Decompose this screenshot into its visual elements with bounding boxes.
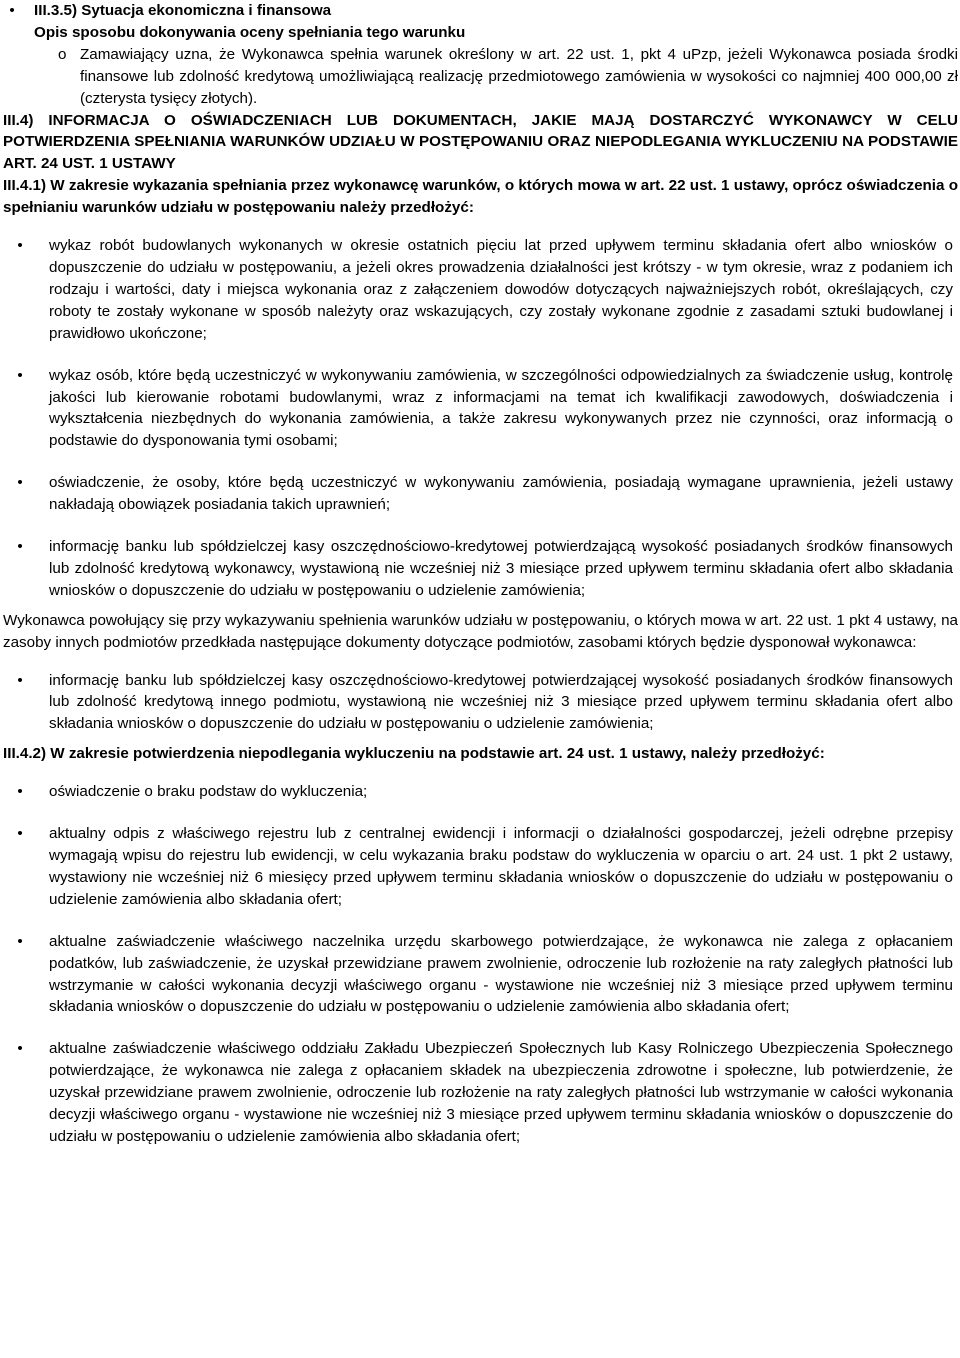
section-iii-4-2-heading: III.4.2) W zakresie potwierdzenia niepodlegania wykluczeniu na podstawie art. 24 ust. 1 ustawy, należy przedłożyć: xyxy=(3,745,825,763)
section-subheading: Opis sposobu dokonywania oceny spełniania tego warunku xyxy=(34,23,466,41)
list-item-text: wykaz osób, które będą uczestniczyć w wykonywaniu zamówienia, w szczególności odpowiedzialnych za świadczenie usług, kontrolę jakości lub kierowanie robotami budowlanymi, wraz z informacjami na temat ich kwalifikacji zawodowych, doświadczenia i wykształcenia niezbędnych do wykonania zamówienia, a także zakresu wykonywanych przez nie czynności, oraz informacją o podstawie do dysponowania tymi osobami; xyxy=(49,366,953,450)
circle-bullet-icon: o xyxy=(58,45,67,63)
list-item-text: aktualne zaświadczenie właściwego naczelnika urzędu skarbowego potwierdzające, że wykonawca nie zalega z opłacaniem podatków, lub zaświadczenie, że uzyskał przewidziane prawem zwolnienie, odroczenie lub rozłożenie na raty zaległych płatności lub wstrzymanie w całości wykonania decyzji właściwego organu - wystawione nie wcześniej niż 3 miesiące przed upływem terminu składania wniosków o dopuszczenie do udziału w postępowaniu o udzielenie zamówienia albo składania ofert; xyxy=(49,932,953,1016)
bullet-icon: • xyxy=(17,366,23,384)
list-item-text: informację banku lub spółdzielczej kasy oszczędnościowo-kredytowej potwierdzającej wysokość posiadanych środków finansowych lub zdolność kredytową innego podmiotu, wystawioną nie wcześniej niż 3 miesiące przed upływem terminu składania ofert albo składania wniosków o dopuszczenie do udziału w postępowaniu o udzielenie zamówienia; xyxy=(49,671,953,733)
list-item xyxy=(3,670,958,736)
documents-list xyxy=(3,235,958,602)
bullet-icon: • xyxy=(17,783,23,801)
other-entities-documents-list xyxy=(3,670,958,736)
section-iii-4-heading: III.4) INFORMACJA O OŚWIADCZENIACH LUB DOKUMENTACH, JAKIE MAJĄ DOSTARCZYĆ WYKONAWCY W CELU POTWIERDZENIA SPEŁNIANIA WARUNKÓW UDZIAŁU W POSTĘPOWANIU ORAZ NIEPODLEGANIA WYKLUCZENIU NA PODSTAWIE ART. 24 UST. 1 USTAWY xyxy=(3,111,958,173)
condition-description: Zamawiający uzna, że Wykonawca spełnia warunek określony w art. 22 ust. 1, pkt 4 uPzp, jeżeli Wykonawca posiada środki finansowe lub zdolność kredytową umożliwiającą realizację przedmiotowego zamówienia w wysokości co najmniej 400 000,00 zł (czterysta tysięcy złotych). xyxy=(80,45,958,107)
bullet-icon: • xyxy=(17,474,23,492)
bullet-icon: • xyxy=(17,671,23,689)
list-item xyxy=(3,1038,958,1148)
list-item-text: oświadczenie o braku podstaw do wykluczenia; xyxy=(49,783,368,801)
list-item-text: wykaz robót budowlanych wykonanych w okresie ostatnich pięciu lat przed upływem terminu składania ofert albo wniosków o dopuszczenie do udziału w postępowaniu, a jeżeli okres prowadzenia działalności jest krótszy - w tym okresie, wraz z podaniem ich rodzaju i wartości, daty i miejsca wykonania oraz z załączeniem dowodów dotyczących najważniejszych robót, określających, czy roboty te zostały wykonane w sposób należyty oraz wskazujących, czy zostały wykonane zgodnie z zasadami sztuki budowlanej i prawidłowo ukończone; xyxy=(49,237,953,342)
list-item xyxy=(3,365,958,453)
section-iii-4-1-heading: III.4.1) W zakresie wykazania spełniania przez wykonawcę warunków, o których mowa w art. 22 ust. 1 ustawy, oprócz oświadczenia o spełnianiu warunków udziału w postępowaniu należy przedłożyć: xyxy=(3,177,958,217)
list-item-text: informację banku lub spółdzielczej kasy oszczędnościowo-kredytowej potwierdzającą wysokość posiadanych środków finansowych lub zdolność kredytową wykonawcy, wystawioną nie wcześniej niż 3 miesiące przed upływem terminu składania ofert albo składania wniosków o dopuszczenie do udziału w postępowaniu o udzielenie zamówienia; xyxy=(49,538,953,599)
list-item xyxy=(3,823,958,911)
list-item xyxy=(3,472,958,516)
list-item xyxy=(3,235,958,345)
list-item xyxy=(3,781,958,803)
list-item-text: oświadczenie, że osoby, które będą uczestniczyć w wykonywaniu zamówienia, posiadają wymagane uprawnienia, jeżeli ustawy nakładają obowiązek posiadania takich uprawnień; xyxy=(49,474,953,514)
bullet-icon: • xyxy=(17,932,23,950)
bullet-icon: • xyxy=(17,237,23,255)
list-item xyxy=(3,931,958,1019)
section-iii-3-5 xyxy=(3,0,958,44)
other-entities-paragraph: Wykonawca powołujący się przy wykazywaniu spełnienia warunków udziału w postępowaniu, o których mowa w art. 22 ust. 1 pkt 4 ustawy, na zasoby innych podmiotów przedkłada następujące dokumenty dotyczące podmiotów, zasobami których będzie dysponował wykonawca: xyxy=(3,611,958,651)
bullet-icon: • xyxy=(17,825,23,843)
list-item-text: aktualny odpis z właściwego rejestru lub z centralnej ewidencji i informacji o działalności gospodarczej, jeżeli odrębne przepisy wymagają wpisu do rejestru lub ewidencji, w celu wykazania braku podstaw do wykluczenia w oparciu o art. 24 ust. 1 pkt 2 ustawy, wystawiony nie wcześniej niż 6 miesięcy przed upływem terminu składania wniosków o dopuszczenie do udziału w postępowaniu o udzielenie zamówienia albo składania ofert; xyxy=(49,825,953,908)
section-heading: III.3.5) Sytuacja ekonomiczna i finansowa xyxy=(34,2,332,19)
sub-list-item xyxy=(3,44,958,110)
list-item-text: aktualne zaświadczenie właściwego oddziału Zakładu Ubezpieczeń Społecznych lub Kasy Rolniczego Ubezpieczenia Społecznego potwierdzające, że wykonawca nie zalega z opłacaniem składek na ubezpieczenia zdrowotne i społeczne, lub potwierdzenie, że uzyskał przewidziane prawem zwolnienie, odroczenie lub rozłożenie na raty zaległych płatności lub wstrzymanie w całości wykonania decyzji właściwego organu - wystawione nie wcześniej niż 3 miesiące przed upływem terminu składania wniosków o dopuszczenie do udziału w postępowaniu o udzielenie zamówienia albo składania ofert; xyxy=(49,1040,953,1145)
bullet-icon: • xyxy=(17,1040,23,1058)
bullet-icon: • xyxy=(17,538,23,556)
exclusion-documents-list xyxy=(3,781,958,1148)
list-item xyxy=(3,536,958,602)
bullet-icon: • xyxy=(9,2,15,19)
